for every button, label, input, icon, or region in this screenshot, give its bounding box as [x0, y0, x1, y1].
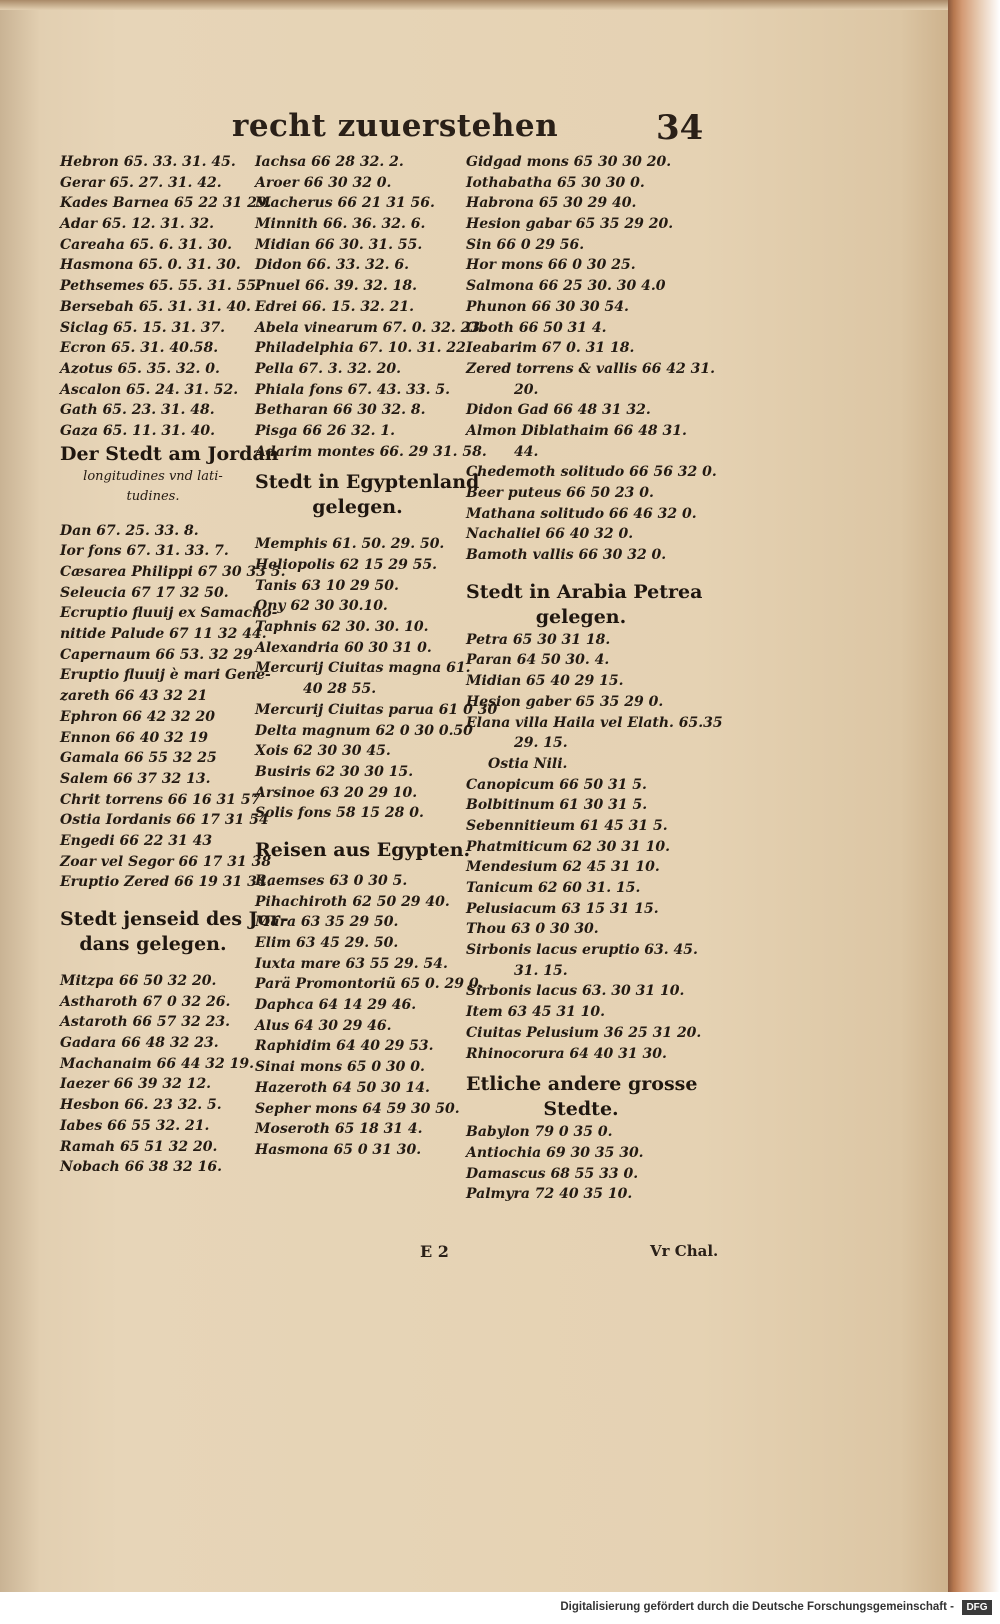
gazetteer-entry: Ior fons 67. 31. 33. 7. [60, 543, 229, 560]
gazetteer-entry: Iachsa 66 28 32. 2. [255, 154, 404, 170]
gazetteer-entry: Elim 63 45 29. 50. [255, 935, 399, 951]
gazetteer-entry: Capernaum 66 53. 32 29 [60, 646, 253, 663]
gazetteer-entry: Moseroth 65 18 31 4. [255, 1121, 423, 1138]
gazetteer-entry: Ennon 66 40 32 19 [60, 729, 208, 746]
gazetteer-entry: 44. [514, 443, 539, 460]
gazetteer-entry: Ascalon 65. 24. 31. 52. [60, 381, 239, 398]
section-subheading: Ostia Nili. [488, 755, 568, 772]
dfg-logo: DFG [962, 1600, 992, 1615]
gazetteer-entry: Ieabarim 67 0. 31 18. [466, 340, 635, 357]
gazetteer-entry: Midian 65 40 29 15. [466, 673, 624, 690]
gazetteer-entry: nitide Palude 67 11 32 44. [60, 626, 267, 643]
gazetteer-entry: Xois 62 30 30 45. [255, 743, 391, 760]
gazetteer-entry: Machanaim 66 44 32 19. [60, 1055, 255, 1072]
gazetteer-entry: Raemses 63 0 30 5. [255, 872, 408, 889]
gazetteer-entry: Gidgad mons 65 30 30 20. [466, 154, 672, 170]
column-left [60, 152, 289, 1178]
gazetteer-entry: Sin 66 0 29 56. [466, 236, 585, 253]
gazetteer-entry: Iaezer 66 39 32 12. [60, 1076, 212, 1093]
gazetteer-entry: Taphnis 62 30. 30. 10. [255, 619, 429, 636]
gazetteer-entry: Azotus 65. 35. 32. 0. [60, 360, 220, 377]
gazetteer-entry: Abela vinearum 67. 0. 32. 23. [255, 319, 485, 336]
gazetteer-entry: Astharoth 67 0 32 26. [60, 993, 231, 1010]
gazetteer-entry: Hasmona 65. 0. 31. 30. [60, 257, 241, 274]
gazetteer-entry: Babylon 79 0 35 0. [466, 1124, 613, 1141]
spacer [466, 1064, 696, 1072]
gazetteer-entry: Betharan 66 30 32. 8. [255, 402, 426, 419]
gazetteer-entry: Mendesium 62 45 31 10. [466, 859, 660, 876]
gazetteer-entry: Mitzpa 66 50 32 20. [60, 973, 217, 989]
gazetteer-entry: Almon Diblathaim 66 48 31. [466, 422, 687, 439]
gazetteer-entry: Hebron 65. 33. 31. 45. [60, 154, 236, 170]
section-heading: Der Stedt am Jordan [60, 442, 279, 465]
gazetteer-entry: Tanis 63 10 29 50. [255, 577, 399, 594]
gazetteer-entry: Gath 65. 23. 31. 48. [60, 402, 215, 419]
gazetteer-entry: zareth 66 43 32 21 [60, 688, 208, 705]
gazetteer-entry: 20. [514, 381, 539, 398]
gazetteer-entry: Gamala 66 55 32 25 [60, 750, 217, 767]
gazetteer-entry: 31. 15. [514, 962, 568, 979]
gazetteer-entry: Sebennitieum 61 45 31 5. [466, 817, 668, 834]
gazetteer-entry: Elana villa Haila vel Elath. 65.35 [466, 714, 723, 731]
gazetteer-entry: Beer puteus 66 50 23 0. [466, 485, 654, 501]
gazetteer-entry: Palmyra 72 40 35 10. [466, 1186, 633, 1203]
gazetteer-entry: Alexandria 60 30 31 0. [255, 639, 432, 656]
gazetteer-entry: Bersebah 65. 31. 31. 40. [60, 298, 251, 315]
gazetteer-entry: Gaza 65. 11. 31. 40. [60, 422, 215, 439]
gazetteer-entry: Mercurij Ciuitas parua 61 0 30 [255, 701, 498, 718]
gazetteer-entry: Engedi 66 22 31 43 [60, 832, 213, 849]
gazetteer-entry: Item 63 45 31 10. [466, 1004, 606, 1021]
running-head: recht zuuerstehen [232, 108, 559, 144]
footer-credit: Digitalisierung gefördert durch die Deutsche Forschungsgemeinschaft - [560, 1601, 954, 1613]
gazetteer-entry: Heliopolis 62 15 29 55. [255, 557, 438, 573]
gazetteer-entry: Ecruptio fluuij ex Samacho- [60, 605, 278, 622]
gazetteer-entry: Macherus 66 21 31 56. [255, 195, 435, 212]
gazetteer-entry: Didon Gad 66 48 31 32. [466, 402, 651, 419]
section-heading: Etliche andere grosse [466, 1073, 698, 1096]
gazetteer-entry: Sirbonis lacus 63. 30 31 10. [466, 983, 685, 1000]
gazetteer-entry: 40 28 55. [303, 681, 377, 698]
gazetteer-entry: Alus 64 30 29 46. [255, 1017, 392, 1034]
page-top-edge [0, 0, 948, 10]
gazetteer-entry: Minnith 66. 36. 32. 6. [255, 216, 426, 233]
spacer [466, 566, 696, 580]
spacer [255, 824, 460, 838]
gazetteer-entry: Phunon 66 30 30 54. [466, 298, 629, 315]
gazetteer-entry: Ephron 66 42 32 20 [60, 708, 215, 725]
gazetteer-entry: Mara 63 35 29 50. [255, 914, 399, 931]
gazetteer-entry: Kades Barnea 65 22 31 29. [60, 195, 272, 212]
gazetteer-entry: Parä Promontoriũ 65 0. 29 0. [255, 976, 484, 993]
gazetteer-entry: Gerar 65. 27. 31. 42. [60, 174, 222, 191]
gazetteer-entry: Memphis 61. 50. 29. 50. [255, 536, 445, 553]
gazetteer-entry: Seleucia 67 17 32 50. [60, 584, 229, 601]
gazetteer-entry: Phatmiticum 62 30 31 10. [466, 838, 670, 855]
gazetteer-entry: Bamoth vallis 66 30 32 0. [466, 547, 667, 564]
gazetteer-entry: Aroer 66 30 32 0. [255, 174, 392, 191]
gazetteer-entry: Careaha 65. 6. 31. 30. [60, 236, 232, 253]
gazetteer-entry: Ony 62 30 30.10. [255, 598, 388, 615]
gazetteer-entry: Phiala fons 67. 43. 33. 5. [255, 381, 450, 398]
gazetteer-entry: Ciuitas Pelusium 36 25 31 20. [466, 1024, 702, 1041]
gazetteer-entry: Hor mons 66 0 30 25. [466, 257, 636, 274]
gazetteer-entry: Hasmona 65 0 31 30. [255, 1141, 422, 1158]
gazetteer-entry: Hesion gaber 65 35 29 0. [466, 693, 664, 710]
gazetteer-entry: Antiochia 69 30 35 30. [466, 1144, 644, 1161]
gazetteer-entry: Hazeroth 64 50 30 14. [255, 1079, 430, 1096]
footer-bar [0, 1592, 1000, 1624]
gazetteer-entry: Iothabatha 65 30 30 0. [466, 174, 645, 191]
gazetteer-entry: Gadara 66 48 32 23. [60, 1035, 219, 1052]
gazetteer-entry: Philadelphia 67. 10. 31. 22. [255, 340, 471, 357]
section-heading: gelegen. [312, 496, 403, 519]
section-heading: Reisen aus Egypten. [255, 838, 471, 861]
gazetteer-entry: Didon 66. 33. 32. 6. [255, 257, 409, 274]
gazetteer-entry: Pella 67. 3. 32. 20. [255, 360, 401, 377]
spacer [60, 893, 246, 907]
gazetteer-entry: Zered torrens & vallis 66 42 31. [466, 360, 715, 377]
gazetteer-entry: Rhinocorura 64 40 31 30. [466, 1045, 667, 1062]
gazetteer-entry: Edrei 66. 15. 32. 21. [255, 298, 414, 315]
section-heading: dans gelegen. [79, 933, 227, 955]
column-right [466, 152, 723, 1205]
gazetteer-entry: Sepher mons 64 59 30 50. [255, 1100, 460, 1117]
gazetteer-entry: Mercurij Ciuitas magna 61. [255, 660, 471, 677]
gazetteer-entry: Hesion gabar 65 35 29 20. [466, 216, 674, 233]
gazetteer-entry: Astaroth 66 57 32 23. [60, 1014, 230, 1031]
section-heading: Stedt in Arabia Petrea [466, 580, 703, 603]
gazetteer-entry: Dan 67. 25. 33. 8. [60, 522, 199, 539]
gazetteer-entry: Tanicum 62 60 31. 15. [466, 880, 641, 896]
gazetteer-entry: Arsinoe 63 20 29 10. [255, 784, 418, 801]
gazetteer-entry: Pethsemes 65. 55. 31. 55. [60, 278, 262, 295]
gazetteer-entry: Eruptio fluuij è mari Gene- [60, 667, 271, 684]
section-subheading: longitudines vnd lati- [83, 468, 223, 484]
gazetteer-entry: Ecron 65. 31. 40.58. [60, 340, 219, 357]
gazetteer-entry: Daphca 64 14 29 46. [255, 997, 417, 1014]
gazetteer-entry: Petra 65 30 31 18. [466, 631, 611, 648]
gazetteer-entry: Canopicum 66 50 31 5. [466, 776, 647, 793]
gazetteer-entry: Eruptio Zered 66 19 31 34. [60, 874, 272, 891]
spacer [255, 462, 460, 470]
gazetteer-entry: Siclag 65. 15. 31. 37. [60, 319, 226, 336]
gazetteer-entry: Busiris 62 30 30 15. [255, 763, 414, 780]
page-fore-edge [948, 0, 1000, 1592]
column-middle [255, 152, 498, 1161]
gazetteer-entry: Ostia Iordanis 66 17 31 54 [60, 812, 269, 829]
gazetteer-entry: Mathana solitudo 66 46 32 0. [466, 505, 697, 522]
section-heading: Stedte. [543, 1098, 619, 1121]
signature-mark: E 2 [420, 1242, 449, 1261]
gazetteer-entry: Raphidim 64 40 29 53. [255, 1038, 434, 1055]
gazetteer-entry: Chrit torrens 66 16 31 57 [60, 791, 261, 808]
gazetteer-entry: Damascus 68 55 33 0. [466, 1165, 639, 1182]
section-heading: Stedt jenseid des Jor- [60, 908, 289, 930]
spacer [255, 863, 460, 871]
gazetteer-entry: Pisga 66 26 32. 1. [255, 422, 396, 439]
gazetteer-entry: Adar 65. 12. 31. 32. [60, 216, 215, 233]
gazetteer-entry: Cæsarea Philippi 67 30 33 5. [60, 564, 286, 580]
section-subheading: tudines. [126, 488, 180, 504]
page-number: 34 [656, 108, 704, 148]
gazetteer-entry: Thou 63 0 30 30. [466, 921, 599, 938]
spacer [60, 957, 246, 971]
gazetteer-entry: Paran 64 50 30. 4. [466, 652, 610, 669]
spacer [255, 520, 460, 534]
gazetteer-entry: Iabes 66 55 32. 21. [60, 1117, 210, 1134]
gazetteer-entry: Habrona 65 30 29 40. [466, 195, 637, 212]
section-heading: gelegen. [535, 605, 627, 628]
gazetteer-entry: Sirbonis lacus eruptio 63. 45. [466, 942, 698, 959]
gazetteer-entry: Oboth 66 50 31 4. [466, 319, 607, 336]
gazetteer-entry: Sinai mons 65 0 30 0. [255, 1059, 425, 1076]
gazetteer-entry: Iuxta mare 63 55 29. 54. [255, 955, 448, 972]
gazetteer-entry: Hesbon 66. 23 32. 5. [60, 1097, 222, 1114]
section-heading: Stedt in Egyptenland [255, 471, 480, 494]
gazetteer-entry: Adarim montes 66. 29 31. 58. [255, 443, 487, 460]
catchword: Vr Chal. [650, 1242, 719, 1260]
gazetteer-entry: Zoar vel Segor 66 17 31 38 [60, 853, 272, 870]
gazetteer-entry: 29. 15. [514, 735, 568, 752]
gazetteer-entry: Solis fons 58 15 28 0. [255, 805, 424, 822]
gazetteer-entry: Salmona 66 25 30. 30 4.0 [466, 278, 666, 295]
gazetteer-entry: Salem 66 37 32 13. [60, 770, 211, 787]
gazetteer-entry: Pelusiacum 63 15 31 15. [466, 900, 659, 917]
spacer [60, 507, 246, 521]
gazetteer-entry: Pnuel 66. 39. 32. 18. [255, 278, 418, 295]
gazetteer-entry: Chedemoth solitudo 66 56 32 0. [466, 464, 717, 481]
gazetteer-entry: Ramah 65 51 32 20. [60, 1138, 218, 1155]
gazetteer-entry: Nobach 66 38 32 16. [60, 1159, 222, 1176]
gazetteer-entry: Pihachiroth 62 50 29 40. [255, 893, 450, 910]
gazetteer-entry: Delta magnum 62 0 30 0.50 [255, 722, 473, 739]
gazetteer-entry: Nachaliel 66 40 32 0. [466, 526, 634, 543]
gazetteer-entry: Bolbitinum 61 30 31 5. [466, 797, 648, 814]
gazetteer-entry: Midian 66 30. 31. 55. [255, 236, 423, 253]
